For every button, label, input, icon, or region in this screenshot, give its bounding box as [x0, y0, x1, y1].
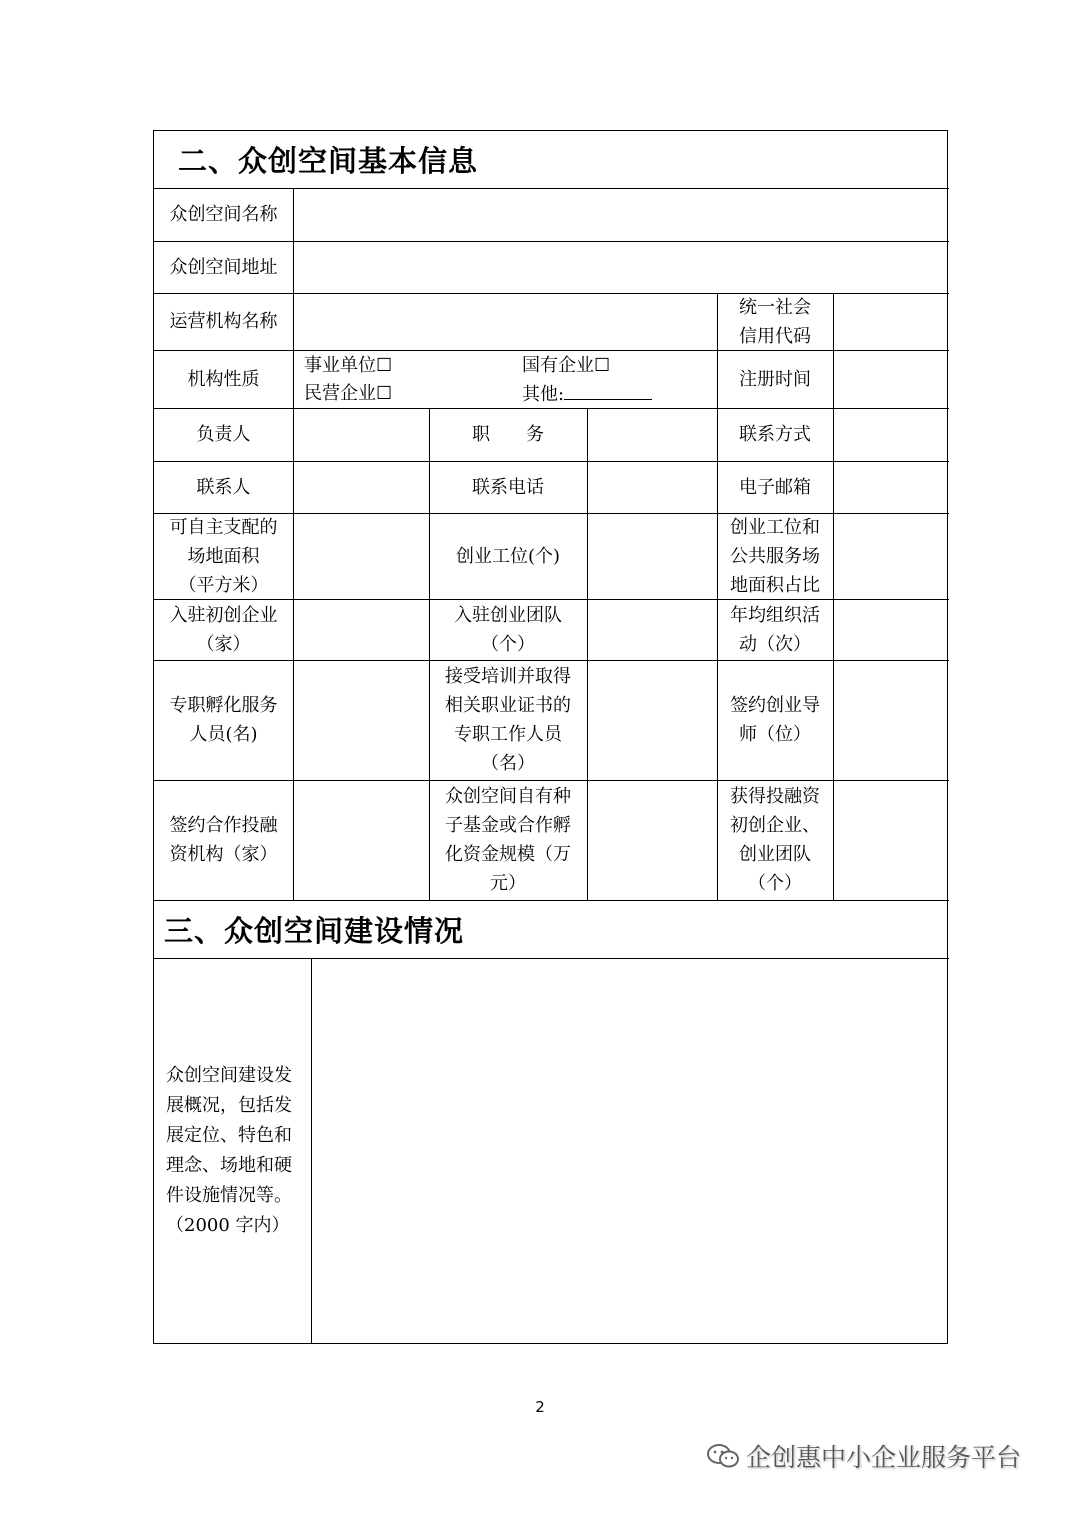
input-person-in-charge[interactable] [293, 408, 429, 461]
input-certified-staff[interactable] [587, 660, 717, 780]
option-public-institution[interactable]: 事业单位☐ [304, 355, 393, 376]
input-funded[interactable] [833, 780, 949, 900]
label-person-in-charge: 负责人 [196, 424, 251, 445]
label-register-time: 注册时间 [739, 368, 811, 390]
label-contact-person: 联系人 [196, 476, 251, 498]
label-area-ratio: 创业工位和 公共服务场 地面积占比 [730, 516, 820, 596]
input-construction-overview[interactable] [311, 958, 949, 1344]
section-3-title: 三、众创空间建设情况 [164, 913, 465, 948]
input-contact-person[interactable] [293, 461, 429, 513]
input-space-address[interactable] [293, 241, 949, 293]
wechat-icon [706, 1442, 740, 1470]
label-teams: 入驻创业团队 （个） [454, 604, 562, 655]
input-workstations[interactable] [587, 513, 717, 599]
input-area-ratio[interactable] [833, 513, 949, 599]
label-email: 电子邮箱 [739, 476, 811, 498]
input-area[interactable] [293, 513, 429, 599]
label-fulltime-staff: 专职孵化服务 人员(名) [169, 695, 278, 745]
label-funded: 获得投融资 初创企业、 创业团队 （个） [730, 786, 820, 894]
label-space-address: 众创空间地址 [169, 256, 278, 278]
application-form-table [153, 130, 948, 1344]
label-operator-name: 运营机构名称 [169, 311, 278, 332]
input-fulltime-staff[interactable] [293, 660, 429, 780]
page-number: 2 [535, 1398, 545, 1416]
input-activities[interactable] [833, 599, 949, 660]
input-seed-fund[interactable] [587, 780, 717, 900]
input-mentors[interactable] [833, 660, 949, 780]
label-contact-phone: 联系电话 [472, 476, 544, 498]
label-startups: 入驻初创企业 （家） [169, 604, 278, 655]
label-area: 可自主支配的 场地面积 （平方米） [169, 516, 278, 596]
input-position[interactable] [587, 408, 717, 461]
option-state-owned[interactable]: 国有企业☐ [522, 355, 611, 376]
option-other[interactable] [522, 383, 652, 406]
label-mentors: 签约创业导 师（位） [730, 695, 820, 745]
label-position: 职 务 [472, 424, 544, 445]
label-certified-staff: 接受培训并取得 相关职业证书的 专职工作人员 （名） [445, 666, 571, 774]
watermark-text: 企创惠中小企业服务平台 [746, 1443, 1022, 1472]
label-space-name: 众创空间名称 [169, 204, 278, 225]
input-contact-method[interactable] [833, 408, 949, 461]
label-seed-fund: 众创空间自有种 子基金或合作孵 化资金规模（万 元） [445, 786, 571, 894]
label-workstations: 创业工位(个) [455, 545, 561, 567]
label-org-nature: 机构性质 [187, 368, 260, 390]
watermark [706, 1436, 1021, 1476]
label-credit-code: 统一社会 信用代码 [739, 296, 811, 347]
label-contact-method: 联系方式 [739, 424, 811, 445]
input-register-time[interactable] [833, 350, 949, 408]
input-email[interactable] [833, 461, 949, 513]
input-operator-name[interactable] [293, 293, 717, 350]
section-2-title: 二、众创空间基本信息 [178, 144, 479, 178]
input-teams[interactable] [587, 599, 717, 660]
label-investors: 签约合作投融 资机构（家） [169, 815, 278, 865]
input-space-name[interactable] [293, 188, 949, 241]
input-investors[interactable] [293, 780, 429, 900]
label-construction-overview: 众创空间建设发 展概况，包括发 展定位、特色和 理念、场地和硬 件设施情况等。 （2000 字内） [166, 1065, 292, 1236]
input-contact-phone[interactable] [587, 461, 717, 513]
input-credit-code[interactable] [833, 293, 949, 350]
label-activities: 年均组织活 动（次） [730, 604, 820, 655]
other-blank-line[interactable] [564, 383, 652, 400]
option-other-label: 其他: [522, 384, 565, 405]
option-private[interactable]: 民营企业☐ [304, 383, 393, 404]
input-startups[interactable] [293, 599, 429, 660]
